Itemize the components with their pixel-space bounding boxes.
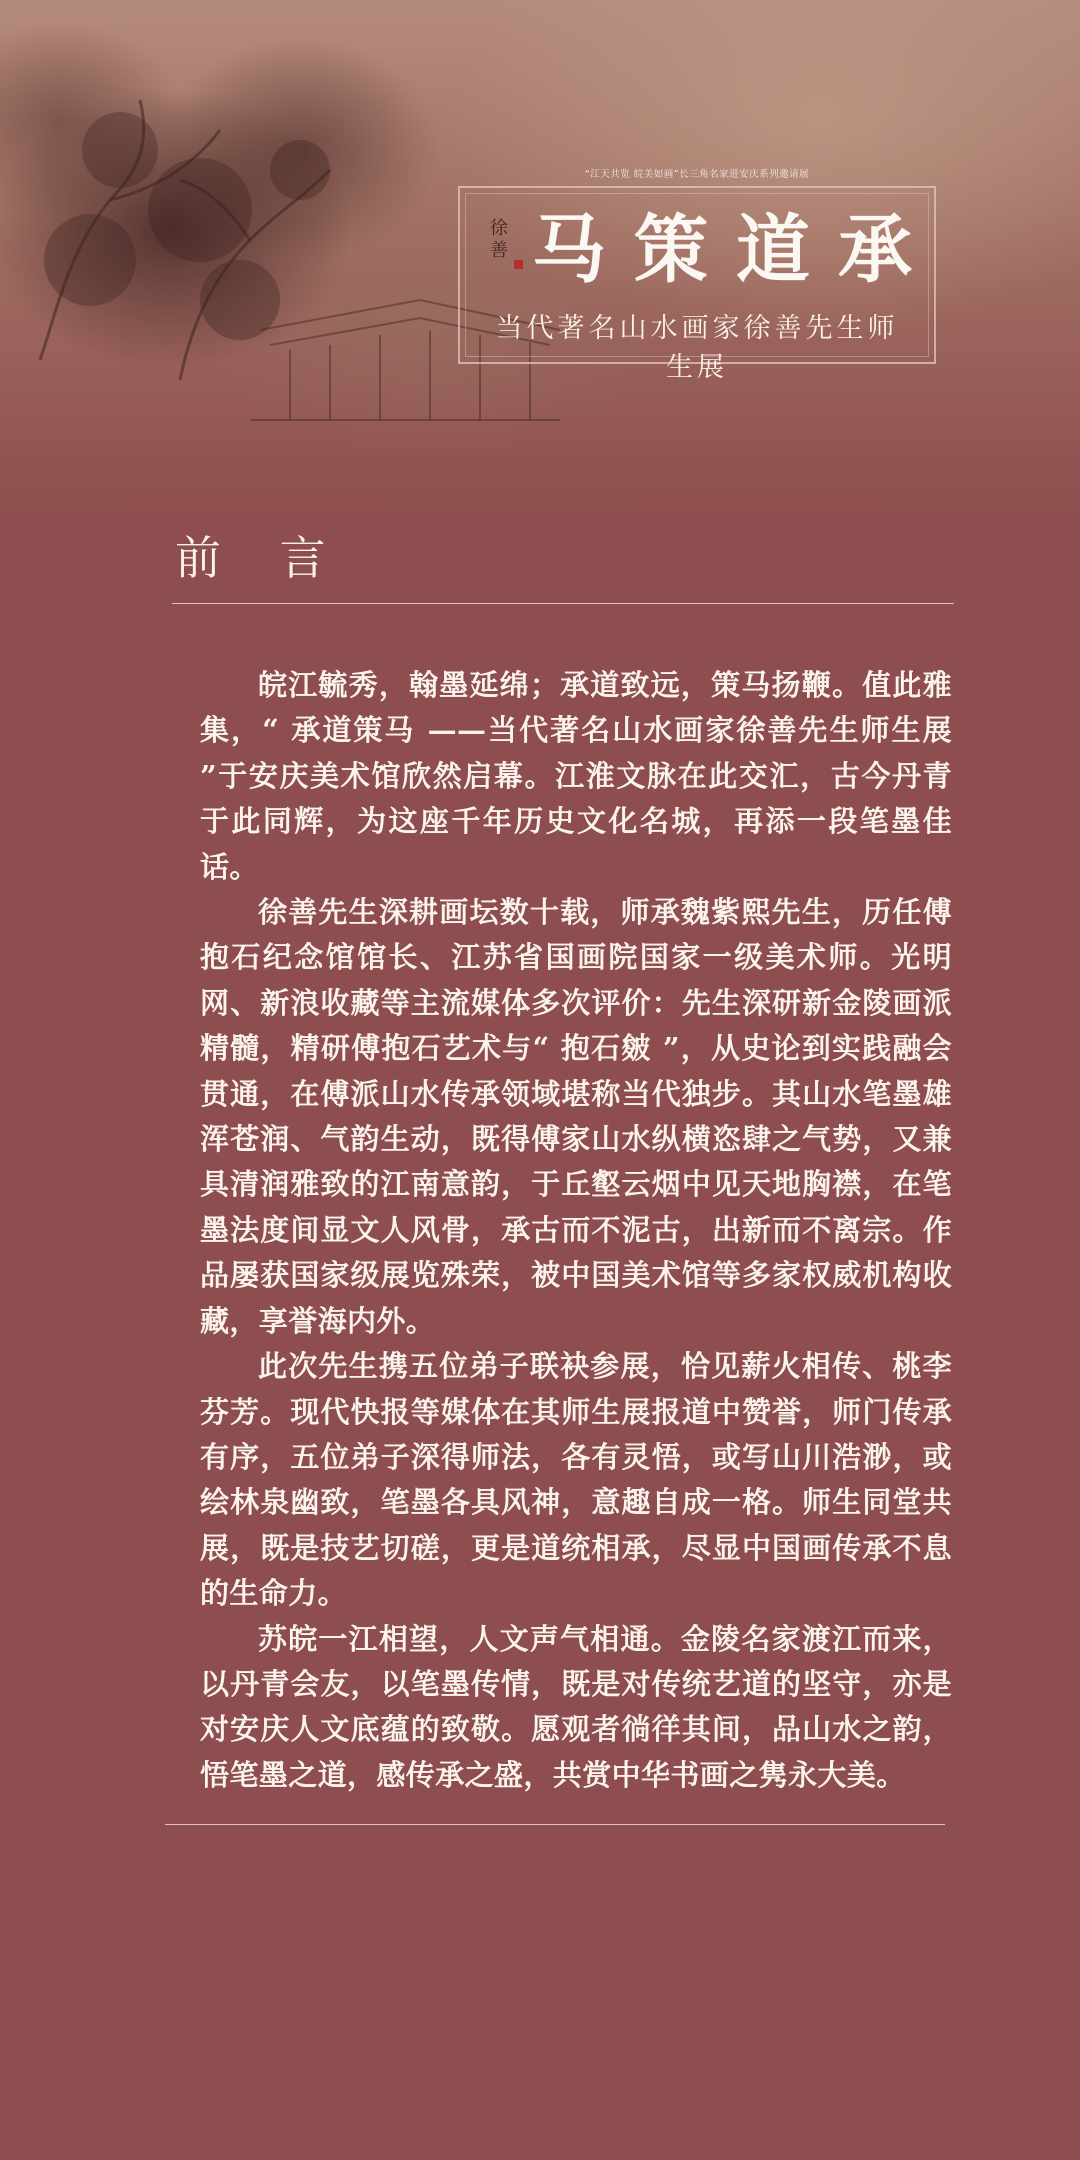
preface-body: [200, 663, 952, 1798]
preface-heading: 前 言: [175, 531, 348, 585]
divider-bottom: [165, 1824, 945, 1825]
exhibition-title-card: [458, 169, 936, 383]
preface-paragraph: 此次先生携五位弟子联袂参展，恰见薪火相传、桃李芬芳。现代快报等媒体在其师生展报道中赞誉，师门传承有序，五位弟子深得师法，各有灵悟，或写山川浩渺，或绘林泉幽致，笔墨各具风神，意趣自成一格。师生同堂共展，既是技艺切磋，更是道统相承，尽显中国画传承不息的生命力。: [200, 1349, 952, 1611]
title-char: 策: [634, 207, 708, 293]
preface-paragraph: 苏皖一江相望，人文声气相通。金陵名家渡江而来，以丹青会友，以笔墨传情，既是对传统艺道的坚守，亦是对安庆人文底蕴的致敬。愿观者徜徉其间，品山水之韵，悟笔墨之道，感传承之盛，共赏中华书画之隽永大美。: [200, 1621, 952, 1792]
title-char: 道: [736, 207, 810, 293]
divider-top: [172, 603, 954, 604]
exhibition-subtitle: 当代著名山水画家徐善先生师生展: [495, 313, 899, 383]
title-char: 承: [838, 207, 912, 293]
artist-signature: 徐善: [490, 218, 508, 261]
preface-paragraph: 皖江毓秀，翰墨延绵；承道致远，策马扬鞭。值此雅集，“ 承道策马 ——当代著名山水画家徐善先生师生展 ”于安庆美术馆欣然启幕。江淮文脉在此交汇，古今丹青于此同辉，为这座千年历史文化名城，再添一段笔墨佳话。: [200, 668, 952, 884]
preface-paragraph: 徐善先生深耕画坛数十载，师承魏紫熙先生，历任傅抱石纪念馆馆长、江苏省国画院国家一级美术师。光明网、新浪收藏等主流媒体多次评价：先生深研新金陵画派精髓，精研傅抱石艺术与“ 抱石皴 ”，从史论到实践融会贯通，在傅派山水传承领域堪称当代独步。其山水笔墨雄浑苍润、气韵生动，既得傅家山水纵横恣肆之气势，又兼具清润雅致的江南意韵，于丘壑云烟中见天地胸襟，在笔墨法度间显文人风骨，承古而不泥古，出新而不离宗。作品屡获国家级展览殊荣，被中国美术馆等多家权威机构收藏，享誉海内外。: [200, 895, 952, 1338]
series-line: “江天共览 皖美如画”长三角名家进安庆系列邀请展: [584, 169, 810, 180]
calligraphy-title: [532, 206, 912, 294]
red-seal-stamp: [514, 260, 523, 269]
title-char: 马: [532, 207, 606, 293]
landscape-painting-banner: [0, 0, 1080, 520]
